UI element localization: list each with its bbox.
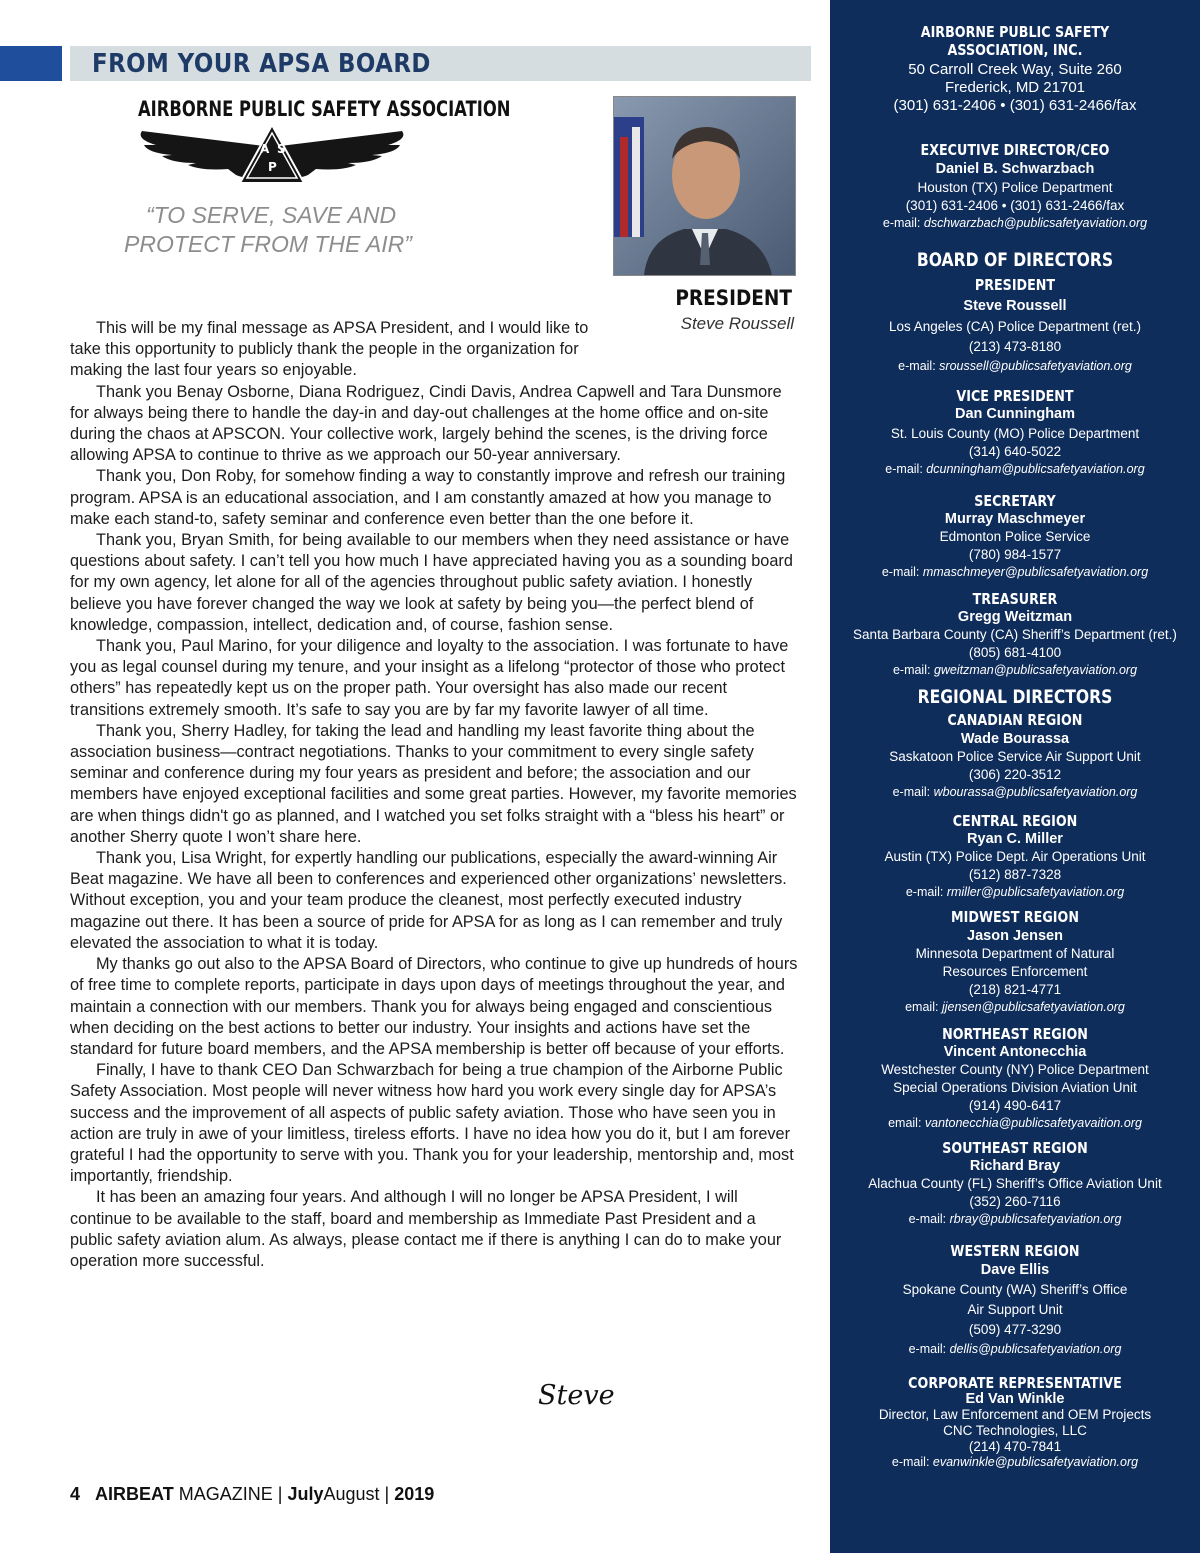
footer-issue-month: July [287,1484,324,1504]
treasurer-name: Gregg Weitzman [957,609,1073,625]
footer-magazine: MAGAZINE [178,1484,273,1504]
president-photo [614,97,795,275]
vp-email[interactable]: e-mail: dcunningham@publicsafetyaviation.org [885,462,1145,476]
corporate-org-2: CNC Technologies, LLC [943,1423,1087,1438]
regional-heading: REGIONAL DIRECTORS [917,686,1113,708]
northeast-heading: NORTHEAST REGION [942,1025,1088,1043]
corporate-org-1: Director, Law Enforcement and OEM Projects [878,1407,1152,1422]
ceo-heading: EXECUTIVE DIRECTOR/CEO [920,141,1110,159]
org-address-1: 50 Carroll Creek Way, Suite 260 [908,61,1122,78]
southeast-phone: (352) 260-7116 [969,1194,1061,1209]
central-email[interactable]: e-mail: rmiller@publicsafetyaviation.org [905,885,1125,899]
paragraph: My thanks go out also to the APSA Board of Directors, who continue to give up hundreds of hours of free time to complete reports, participate in days upon days of meetings throughout the year, and maintain a connection with our members. Thank you for always being engaged and conscientious when deciding on the best actions to better our industry. Your insights and actions have set the standard for future board members, and the APSA membership is better off because of your efforts. [70,955,798,1058]
paragraph: This will be my final message as APSA President, and I would like to take this opportunity to publicly thank the people in the organization for making the last four years so enjoyable. [70,319,589,380]
page-footer [70,1484,434,1505]
page-number: 4 [70,1484,81,1504]
secretary-phone: (780) 984-1577 [968,547,1062,562]
photo-caption-title: PRESIDENT [675,286,792,310]
president-email[interactable]: e-mail: sroussell@publicsafetyaviation.org [898,359,1132,373]
photo-caption-name: Steve Roussell [680,314,794,333]
canadian-name: Wade Bourassa [960,731,1070,747]
midwest-heading: MIDWEST REGION [951,908,1079,926]
southeast-name: Richard Bray [969,1158,1061,1174]
tagline-line-2: PROTECT FROM THE AIR” [124,231,412,257]
logo-letter-p: P [268,160,277,174]
ceo-name: Daniel B. Schwarzbach [935,161,1095,177]
western-name: Dave Ellis [980,1262,1050,1278]
vp-heading: VICE PRESIDENT [956,387,1074,405]
org-phone: (301) 631-2406 • (301) 631-2466/fax [893,97,1137,114]
footer-separator: | [384,1484,390,1504]
midwest-org-1: Minnesota Department of Natural [915,946,1115,961]
central-heading: CENTRAL REGION [952,812,1078,830]
ceo-email[interactable]: e-mail: dschwarzbach@publicsafetyaviation.org [882,216,1148,230]
section-title: FROM YOUR APSA BOARD [92,49,431,79]
canadian-org: Saskatoon Police Service Air Support Unit [889,749,1141,764]
footer-year: 2019 [394,1484,435,1504]
southeast-email[interactable]: e-mail: rbray@publicsafetyaviation.org [908,1212,1122,1226]
board-heading: BOARD OF DIRECTORS [916,249,1114,271]
western-heading: WESTERN REGION [950,1242,1080,1260]
secretary-org: Edmonton Police Service [939,529,1091,544]
president-name: Steve Roussell [963,298,1067,314]
paragraph: Thank you, Sherry Hadley, for taking the lead and handling my least favorite thing about the association business—contract negotiations. Thanks to your commitment to every single safety seminar and conference during my four years as president and before; the association and our members have enjoyed exceptional facilities and some great parties. However, my favorite memories are when things didn't go as planned, and I watched you set folks straight with a “bless his heart” or another Sherry quote I won’t share here. [70,721,797,846]
canadian-phone: (306) 220-3512 [968,767,1062,782]
paragraph: Thank you, Paul Marino, for your diligence and loyalty to the association. I was fortunate to have you as legal counsel during my tenure, and your insight as a lifelong “protector of those who protect others” has repeatedly kept us on the proper path. Your oversight has also made our recent transitions extremely smooth. It’s safe to say you are by far my favorite lawyer of all time. [70,637,789,719]
org-address-2: Frederick, MD 21701 [944,79,1086,96]
president-phone: (213) 473-8180 [968,339,1062,354]
contact-sidebar [830,0,1200,1553]
treasurer-phone: (805) 681-4100 [968,645,1062,660]
paragraph: Thank you, Don Roby, for somehow finding a way to constantly improve and refresh our training program. APSA is an educational association, and I am constantly amazed at how you manage to make each stand-to, safety seminar and conference even better than the one before it. [70,467,786,528]
vp-name: Dan Cunningham [954,406,1076,422]
canadian-heading: CANADIAN REGION [947,711,1083,729]
paragraph: Thank you, Lisa Wright, for expertly handling our publications, especially the award-winning Air Beat magazine. We have all been to conferences and experienced other organizations’ newsletters. Without exception, you and your team produce the cleanest, most perfectly executed industry magazine out there. It has been a source of pride for APSA for as long as I can remember and truly elevated the association to what it is today. [70,849,787,952]
northeast-org-2: Special Operations Division Aviation Unit [893,1080,1137,1095]
treasurer-heading: TREASURER [972,590,1058,608]
logo-letter-s: S [277,142,286,156]
president-org: Los Angeles (CA) Police Department (ret.) [888,319,1142,334]
tagline-line-1: “TO SERVE, SAVE AND [146,202,397,228]
signature: Steve [538,1380,615,1411]
southeast-org: Alachua County (FL) Sheriff’s Office Aviation Unit [868,1176,1162,1191]
president-heading: PRESIDENT [974,276,1056,294]
treasurer-org: Santa Barbara County (CA) Sheriff’s Department (ret.) [853,627,1177,642]
midwest-email[interactable]: email: jjensen@publicsafetyaviation.org [905,1000,1125,1014]
western-org-1: Spokane County (WA) Sheriff’s Office [902,1282,1128,1297]
ceo-org: Houston (TX) Police Department [917,180,1113,195]
secretary-heading: SECRETARY [974,492,1056,510]
org-name-line-1: AIRBORNE PUBLIC SAFETY [920,23,1110,41]
footer-issue-month-2: August [323,1484,380,1504]
corporate-phone: (214) 470-7841 [968,1439,1062,1454]
northeast-org-1: Westchester County (NY) Police Department [881,1062,1149,1077]
logo-letter-a: A [260,142,270,156]
southeast-heading: SOUTHEAST REGION [942,1139,1088,1157]
paragraph: It has been an amazing four years. And although I will no longer be APSA President, I will continue to be available to the staff, board and membership as Immediate Past President and a public safety aviation alum. As always, please contact me if there is anything I can do to make your operation more successful. [70,1188,782,1270]
ceo-phone: (301) 631-2406 • (301) 631-2466/fax [905,198,1125,213]
wings-emblem-icon [132,123,412,195]
western-email[interactable]: e-mail: dellis@publicsafetyaviation.org [908,1342,1122,1356]
northeast-name: Vincent Antonecchia [943,1044,1087,1060]
footer-separator: | [277,1484,283,1504]
central-name: Ryan C. Miller [967,831,1063,847]
vp-org: St. Louis County (MO) Police Department [890,426,1140,441]
corporate-heading: CORPORATE REPRESENTATIVE [908,1374,1122,1392]
corporate-email[interactable]: e-mail: evanwinkle@publicsafetyaviation.org [891,1455,1139,1469]
header-accent-bar [0,46,62,81]
midwest-phone: (218) 821-4771 [968,982,1062,997]
treasurer-email[interactable]: e-mail: gweitzman@publicsafetyaviation.org [892,663,1138,677]
midwest-name: Jason Jensen [967,928,1063,944]
midwest-org-2: Resources Enforcement [942,964,1088,979]
central-org: Austin (TX) Police Dept. Air Operations Unit [884,849,1146,864]
central-phone: (512) 887-7328 [968,867,1062,882]
western-phone: (509) 477-3290 [968,1322,1062,1337]
article-body [70,318,798,1272]
secretary-name: Murray Maschmeyer [944,511,1086,527]
paragraph: Thank you, Bryan Smith, for being available to our members when they need assistance or have questions about safety. I can’t tell you how much I have appreciated having you as a sounding board for my own agency, let alone for all of the agencies throughout public safety aviation. I honestly believe you have forever changed the way we look at safety by being you—the perfect blend of knowledge, compassion, intellect, dedication and, of course, fashion sense. [70,531,793,634]
footer-brand: AIRBEAT [95,1484,174,1504]
logo-text: AIRBORNE PUBLIC SAFETY ASSOCIATION [137,97,511,121]
org-name-line-2: ASSOCIATION, INC. [947,41,1083,59]
paragraph: Finally, I have to thank CEO Dan Schwarzbach for being a true champion of the Airborne Public Safety Association. Most people will never witness how hard you work every single day for APSA’s success and the improvement of all aspects of public safety aviation. Those who have seen you in action are truly in awe of your limitless, tireless efforts. I have no idea how you do it, but I am forever grateful I had the opportunity to serve with you. Thank you for your leadership, mentorship and, most importantly, friendship. [70,1061,794,1186]
vp-phone: (314) 640-5022 [968,444,1062,459]
paragraph: Thank you Benay Osborne, Diana Rodriguez, Cindi Davis, Andrea Capwell and Tara Dunsmore for always being there to handle the day-in and day-out challenges at the home office and on-site during the chaos at APSCON. Your collective work, largely behind the scenes, is the driving force allowing APSA to continue to thrive as we approach our 50-year anniversary. [70,382,782,465]
northeast-phone: (914) 490-6417 [968,1098,1062,1113]
western-org-2: Air Support Unit [967,1302,1063,1317]
corporate-name: Ed Van Winkle [965,1391,1065,1407]
apsa-logo [100,97,511,197]
secretary-email[interactable]: e-mail: mmaschmeyer@publicsafetyaviation.org [881,565,1149,579]
section-header [70,46,811,81]
northeast-email[interactable]: email: vantonecchia@publicsafetyavaition.org [888,1116,1142,1130]
canadian-email[interactable]: e-mail: wbourassa@publicsafetyaviation.org [892,785,1138,799]
